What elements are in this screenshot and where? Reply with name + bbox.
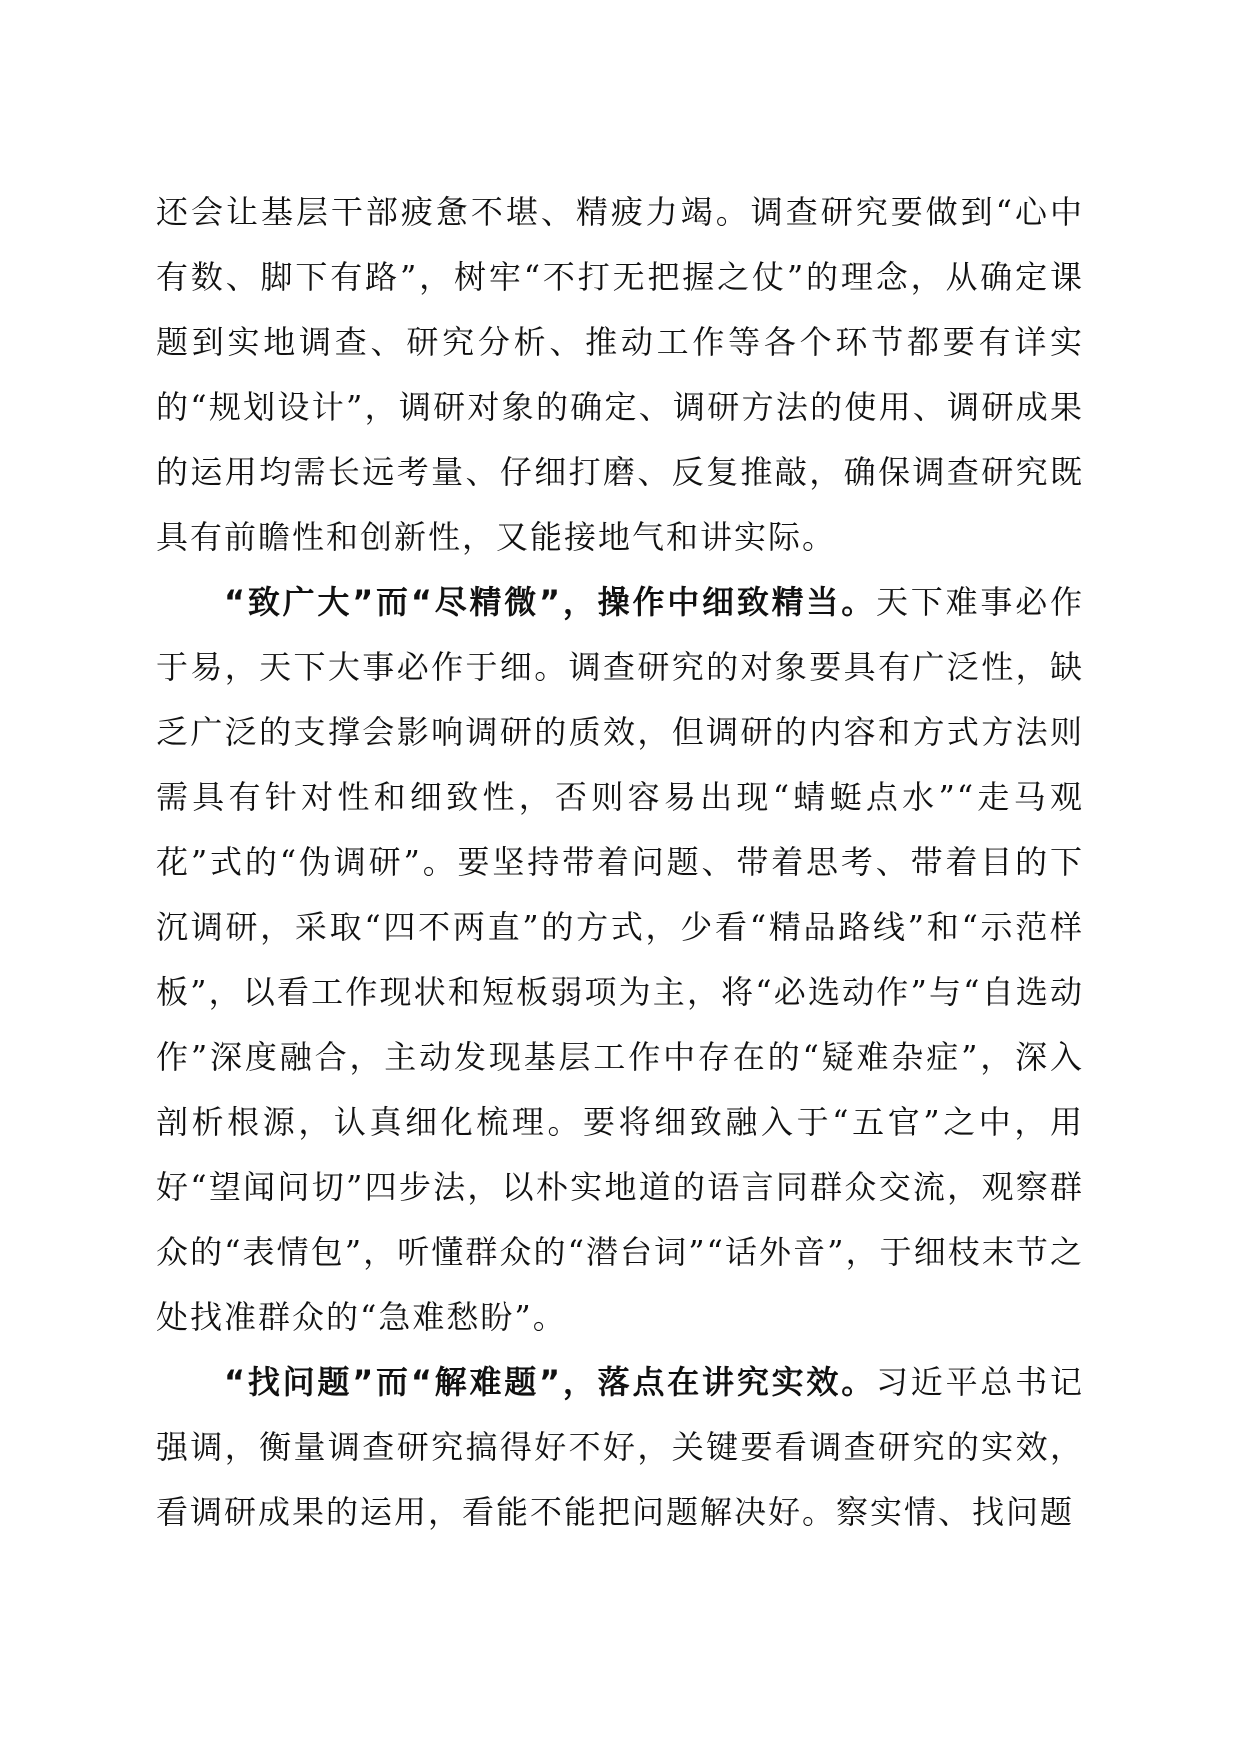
paragraph-1-body: 还会让基层干部疲惫不堪、精疲力竭。调查研究要做到“心中有数、脚下有路”，树牢“不打无把握之仗”的理念，从确定课题到实地调查、研究分析、推动工作等各个环节都要有详实的“规划设计”，调研对象的确定、调研方法的使用、调研成果的运用均需长远考量、仔细打磨、反复推敲，确保调查研究既具有前瞻性和创新性，又能接地气和讲实际。 <box>156 193 1084 556</box>
paragraph-1 <box>156 180 1084 570</box>
paragraph-3-lead: “找问题”而“解难题”，落点在讲究实效。 <box>224 1363 877 1401</box>
document-body <box>156 180 1084 1545</box>
paragraph-2 <box>156 570 1084 1350</box>
paragraph-2-lead: “致广大”而“尽精微”，操作中细致精当。 <box>224 583 877 621</box>
paragraph-3 <box>156 1350 1084 1545</box>
paragraph-3-body: 习近平总书记强调，衡量调查研究搞得好不好，关键要看调查研究的实效，看调研成果的运用，看能不能把问题解决好。察实情、找问题 <box>156 1363 1084 1531</box>
paragraph-2-body: 天下难事必作于易，天下大事必作于细。调查研究的对象要具有广泛性，缺乏广泛的支撑会影响调研的质效，但调研的内容和方式方法则需具有针对性和细致性，否则容易出现“蜻蜓点水”“走马观花”式的“伪调研”。要坚持带着问题、带着思考、带着目的下沉调研，采取“四不两直”的方式，少看“精品路线”和“示范样板”，以看工作现状和短板弱项为主，将“必选动作”与“自选动作”深度融合，主动发现基层工作中存在的“疑难杂症”，深入剖析根源，认真细化梳理。要将细致融入于“五官”之中，用好“望闻问切”四步法，以朴实地道的语言同群众交流，观察群众的“表情包”，听懂群众的“潜台词”“话外音”，于细枝末节之处找准群众的“急难愁盼”。 <box>156 583 1084 1336</box>
